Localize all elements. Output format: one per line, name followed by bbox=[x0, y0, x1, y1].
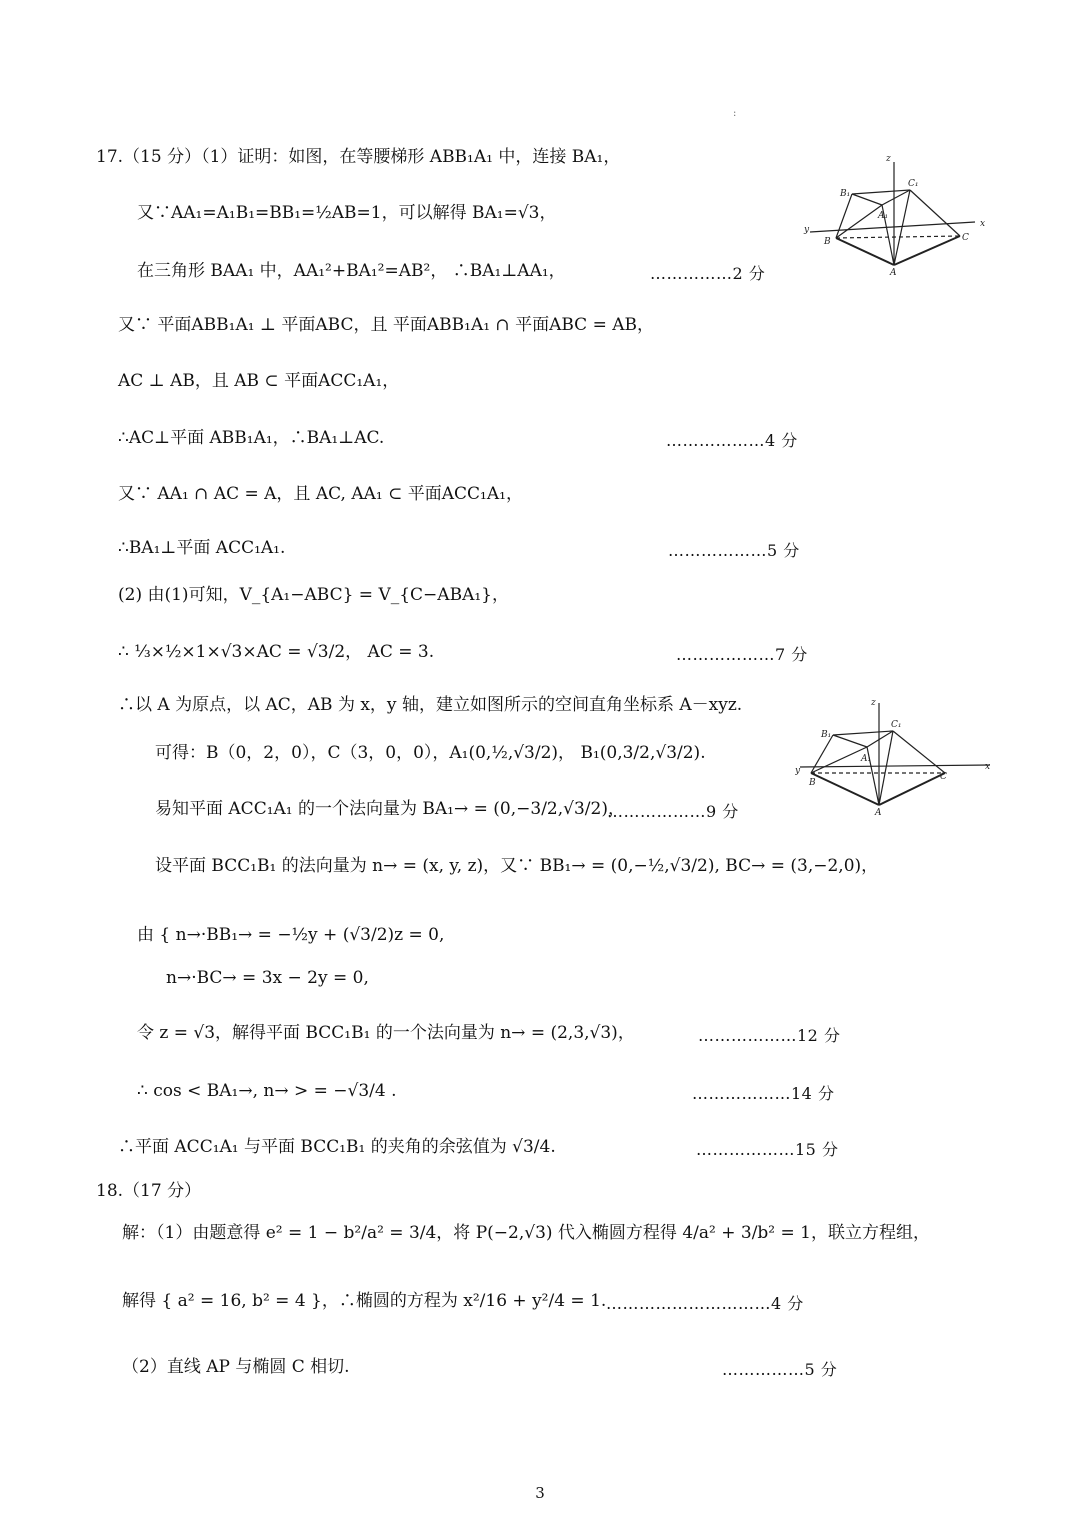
score-5: ………………5 分 bbox=[668, 541, 800, 560]
line-18-setup: 解：（1）由题意得 e² = 1 − b²/a² = 3/4，将 P(−2,√3) 代入椭圆方程得 4/a² + 3/b² = 1，联立方程组， bbox=[122, 1223, 930, 1243]
fig2-label-z: z bbox=[871, 698, 876, 708]
fig2-label-y: y bbox=[795, 766, 801, 776]
page-number: 3 bbox=[535, 1484, 545, 1502]
score-9: ………………9 分 bbox=[607, 802, 739, 821]
line-17-normal1: 易知平面 ACC₁A₁ 的一个法向量为 BA₁→ = (0,−3/2,√3/2)， bbox=[155, 799, 625, 819]
score-2: ……………2 分 bbox=[650, 264, 766, 283]
line-17-triangle: 在三角形 BAA₁ 中，AA₁²+BA₁²=AB²， ∴BA₁⊥AA₁， bbox=[137, 261, 566, 281]
line-17-conclusion1: ∴BA₁⊥平面 ACC₁A₁. bbox=[118, 538, 286, 558]
fig1-label-a: A bbox=[890, 268, 897, 278]
fig1-label-z: z bbox=[886, 154, 891, 164]
line-17-normal2-setup: 设平面 BCC₁B₁ 的法向量为 n→ = (x, y, z)，又∵ BB₁→ = (0,−½,√3/2), BC→ = (3,−2,0)， bbox=[155, 856, 879, 876]
fig1-label-c: C bbox=[962, 233, 969, 243]
line-17-cos: ∴ cos < BA₁→, n→ > = −√3/4 . bbox=[137, 1081, 397, 1101]
fig1-label-y: y bbox=[804, 225, 810, 235]
score-18-5: ……………5 分 bbox=[722, 1360, 838, 1379]
corner-mark: : bbox=[733, 108, 737, 119]
line-17-points: 可得：B（0，2，0），C（3，0，0），A₁(0,½,√3/2)， B₁(0,3/2,√3/2). bbox=[155, 743, 706, 763]
figure-2-pyramid-coords bbox=[795, 695, 995, 820]
fig1-label-b: B bbox=[824, 237, 831, 247]
line-18-solve: 解得 { a² = 16, b² = 4 }，∴椭圆的方程为 x²/16 + y²/4 = 1. bbox=[122, 1291, 607, 1311]
line-17-system-a: 由 { n→·BB₁→ = −½y + (√3/2)z = 0, bbox=[137, 925, 445, 945]
fig2-label-a1: A₁ bbox=[861, 754, 872, 764]
line-17-system-b: n→·BC→ = 3x − 2y = 0, bbox=[166, 968, 369, 988]
line-17-given: 又∵AA₁=A₁B₁=BB₁=½AB=1，可以解得 BA₁=√3， bbox=[137, 203, 557, 223]
line-17-coords: ∴以 A 为原点，以 AC，AB 为 x，y 轴，建立如图所示的空间直角坐标系 A－xyz. bbox=[118, 695, 743, 715]
score-18-4: …………………………4 分 bbox=[606, 1294, 804, 1313]
fig2-label-a: A bbox=[875, 808, 882, 818]
fig2-label-c1: C₁ bbox=[891, 720, 902, 730]
fig2-label-b: B bbox=[809, 778, 816, 788]
fig2-label-x: x bbox=[985, 762, 991, 772]
line-18-title: 18.（17 分） bbox=[96, 1181, 202, 1201]
fig1-label-a1: A₁ bbox=[878, 211, 889, 221]
fig1-label-c1: C₁ bbox=[908, 179, 919, 189]
line-17-solve: 令 z = √3，解得平面 BCC₁B₁ 的一个法向量为 n→ = (2,3,√3)， bbox=[137, 1023, 635, 1043]
line-17-title: 17.（15 分）（1）证明：如图，在等腰梯形 ABB₁A₁ 中，连接 BA₁， bbox=[96, 147, 621, 167]
score-15: ………………15 分 bbox=[696, 1140, 839, 1159]
line-17-ac-calc: ∴ ⅓×½×1×√3×AC = √3/2， AC = 3. bbox=[118, 642, 435, 662]
figure-1-pyramid bbox=[800, 150, 990, 280]
score-7: ………………7 分 bbox=[676, 645, 808, 664]
fig1-label-x: x bbox=[980, 219, 986, 229]
score-4: ………………4 分 bbox=[666, 431, 798, 450]
line-17-ac-ab: AC ⊥ AB，且 AB ⊂ 平面ACC₁A₁， bbox=[118, 371, 400, 391]
line-17-part2: (2) 由(1)可知，V_{A₁−ABC} = V_{C−ABA₁}， bbox=[118, 585, 509, 605]
line-17-ac-perp: ∴AC⊥平面 ABB₁A₁，∴BA₁⊥AC. bbox=[118, 428, 385, 448]
line-17-final: ∴平面 ACC₁A₁ 与平面 BCC₁B₁ 的夹角的余弦值为 √3/4. bbox=[118, 1137, 556, 1157]
fig1-label-b1: B₁ bbox=[840, 189, 851, 199]
line-18-part2: （2）直线 AP 与椭圆 C 相切. bbox=[122, 1357, 350, 1377]
score-12: ………………12 分 bbox=[698, 1026, 841, 1045]
fig2-label-c: C bbox=[940, 772, 947, 782]
line-17-plane-perp: 又∵ 平面ABB₁A₁ ⊥ 平面ABC，且 平面ABB₁A₁ ∩ 平面ABC = AB， bbox=[118, 315, 654, 335]
line-17-aa1: 又∵ AA₁ ∩ AC = A，且 AC, AA₁ ⊂ 平面ACC₁A₁， bbox=[118, 484, 523, 504]
score-14: ………………14 分 bbox=[692, 1084, 835, 1103]
fig2-label-b1: B₁ bbox=[821, 730, 832, 740]
